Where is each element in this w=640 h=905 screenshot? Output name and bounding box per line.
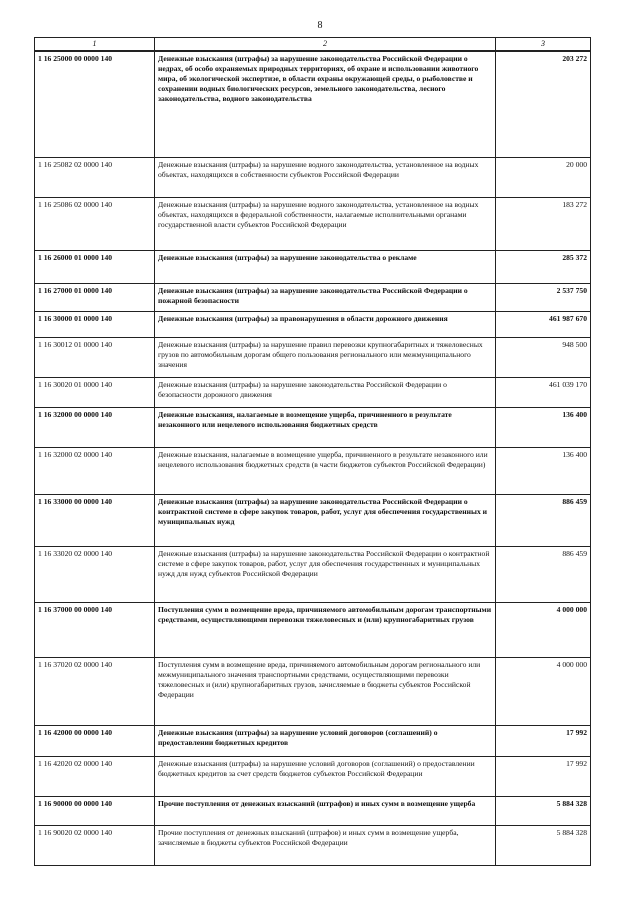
column-header-name: 2: [155, 38, 496, 52]
table-row: [35, 283, 591, 311]
row-code: 1 16 25000 00 0000 140: [35, 51, 155, 157]
table-body: [35, 51, 591, 865]
revenue-table: [34, 37, 591, 866]
row-name: Прочие поступления от денежных взысканий (штрафов) и иных сумм в возмещение ущерба: [155, 796, 496, 825]
row-name: Поступления сумм в возмещение вреда, причиняемого автомобильным дорогам транспортными средствами, осуществляющими перевозки тяжеловесных и (или) крупногабаритных грузов: [155, 602, 496, 657]
row-amount: 20 000: [496, 157, 591, 197]
row-name: Денежные взыскания (штрафы) за нарушение законодательства Российской Федерации о контрактной системе в сфере закупок товаров, работ, услуг для обеспечения государственных и муниципальных нужд для нужд субъектов Российской Федерации: [155, 546, 496, 602]
row-code: 1 16 33000 00 0000 140: [35, 494, 155, 546]
row-amount: 886 459: [496, 494, 591, 546]
row-code: 1 16 37000 00 0000 140: [35, 602, 155, 657]
row-code: 1 16 32000 00 0000 140: [35, 407, 155, 447]
row-name: Денежные взыскания (штрафы) за нарушение условий договоров (соглашений) о предоставлении бюджетных кредитов за счет средств бюджетов субъектов Российской Федерации: [155, 756, 496, 796]
row-amount: 4 000 000: [496, 657, 591, 725]
row-name: Денежные взыскания, налагаемые в возмещение ущерба, причиненного в результате незаконного или нецелевого использования бюджетных средств (в части бюджетов субъектов Российской Федерации): [155, 447, 496, 494]
row-code: 1 16 42000 00 0000 140: [35, 725, 155, 756]
table-row: [35, 546, 591, 602]
row-amount: 2 537 750: [496, 283, 591, 311]
table-header-row: [35, 38, 591, 52]
row-code: 1 16 25082 02 0000 140: [35, 157, 155, 197]
row-name: Денежные взыскания (штрафы) за правонарушения в области дорожного движения: [155, 311, 496, 337]
row-code: 1 16 26000 01 0000 140: [35, 250, 155, 283]
table-row: [35, 657, 591, 725]
table-row: [35, 796, 591, 825]
row-name: Денежные взыскания (штрафы) за нарушение правил перевозки крупногабаритных и тяжеловесных грузов по автомобильным дорогам общего пользования регионального или межмуниципального значения: [155, 337, 496, 377]
row-amount: 4 000 000: [496, 602, 591, 657]
row-name: Денежные взыскания (штрафы) за нарушение законодательства о рекламе: [155, 250, 496, 283]
row-code: 1 16 90020 02 0000 140: [35, 825, 155, 865]
table-row: [35, 337, 591, 377]
row-name: Денежные взыскания, налагаемые в возмещение ущерба, причиненного в результате незаконного или нецелевого использования бюджетных средств: [155, 407, 496, 447]
table-row: [35, 756, 591, 796]
table-row: [35, 157, 591, 197]
row-amount: 5 884 328: [496, 825, 591, 865]
table-row: [35, 494, 591, 546]
column-header-code: 1: [35, 38, 155, 52]
row-amount: 948 500: [496, 337, 591, 377]
row-name: Денежные взыскания (штрафы) за нарушение водного законодательства, установленное на водных объектах, находящихся в собственности субъектов Российской Федерации: [155, 157, 496, 197]
row-name: Денежные взыскания (штрафы) за нарушение законодательства Российской Федерации о контрактной системе в сфере закупок товаров, работ, услуг для обеспечения государственных и муниципальных нужд: [155, 494, 496, 546]
row-amount: 136 400: [496, 407, 591, 447]
column-header-amount: 3: [496, 38, 591, 52]
row-amount: 136 400: [496, 447, 591, 494]
page-number: 8: [317, 20, 323, 31]
row-amount: 5 884 328: [496, 796, 591, 825]
row-name: Денежные взыскания (штрафы) за нарушение законодательства Российской Федерации о недрах, об особо охраняемых природных территориях, об охране и использовании животного мира, об экологической экспертизе, в области охраны окружающей среды, о рыболовстве и сохранении водных биологических ресурсов, земельного законодательства, лесного законодательства, водного законодательства: [155, 51, 496, 157]
row-name: Поступления сумм в возмещение вреда, причиняемого автомобильным дорогам регионального или межмуниципального значения транспортными средствами, осуществляющими перевозки тяжеловесных и (или) крупногабаритных грузов, зачисляемые в бюджеты субъектов Российской Федерации: [155, 657, 496, 725]
row-name: Денежные взыскания (штрафы) за нарушение законодательства Российской Федерации о безопасности дорожного движения: [155, 377, 496, 407]
row-amount: 886 459: [496, 546, 591, 602]
row-code: 1 16 37020 02 0000 140: [35, 657, 155, 725]
table-row: [35, 725, 591, 756]
row-code: 1 16 30020 01 0000 140: [35, 377, 155, 407]
row-code: 1 16 25086 02 0000 140: [35, 197, 155, 250]
row-code: 1 16 90000 00 0000 140: [35, 796, 155, 825]
row-amount: 285 372: [496, 250, 591, 283]
row-name: Прочие поступления от денежных взысканий (штрафов) и иных сумм в возмещение ущерба, зачисляемые в бюджеты субъектов Российской Федерации: [155, 825, 496, 865]
table-row: [35, 447, 591, 494]
row-code: 1 16 27000 01 0000 140: [35, 283, 155, 311]
table-row: [35, 602, 591, 657]
table-row: [35, 311, 591, 337]
row-amount: 17 992: [496, 756, 591, 796]
table-row: [35, 377, 591, 407]
row-code: 1 16 30012 01 0000 140: [35, 337, 155, 377]
row-name: Денежные взыскания (штрафы) за нарушение водного законодательства, установленное на водных объектах, находящихся в федеральной собственности, налагаемые исполнительными органами государственной власти субъектов Российской Федерации: [155, 197, 496, 250]
table-row: [35, 197, 591, 250]
row-amount: 461 987 670: [496, 311, 591, 337]
row-amount: 183 272: [496, 197, 591, 250]
row-code: 1 16 30000 01 0000 140: [35, 311, 155, 337]
row-code: 1 16 32000 02 0000 140: [35, 447, 155, 494]
table-row: [35, 825, 591, 865]
table-row: [35, 407, 591, 447]
row-name: Денежные взыскания (штрафы) за нарушение условий договоров (соглашений) о предоставлении бюджетных кредитов: [155, 725, 496, 756]
table-row: [35, 250, 591, 283]
row-amount: 17 992: [496, 725, 591, 756]
row-code: 1 16 33020 02 0000 140: [35, 546, 155, 602]
row-amount: 203 272: [496, 51, 591, 157]
table-row: [35, 51, 591, 157]
row-amount: 461 039 170: [496, 377, 591, 407]
row-name: Денежные взыскания (штрафы) за нарушение законодательства Российской Федерации о пожарной безопасности: [155, 283, 496, 311]
row-code: 1 16 42020 02 0000 140: [35, 756, 155, 796]
